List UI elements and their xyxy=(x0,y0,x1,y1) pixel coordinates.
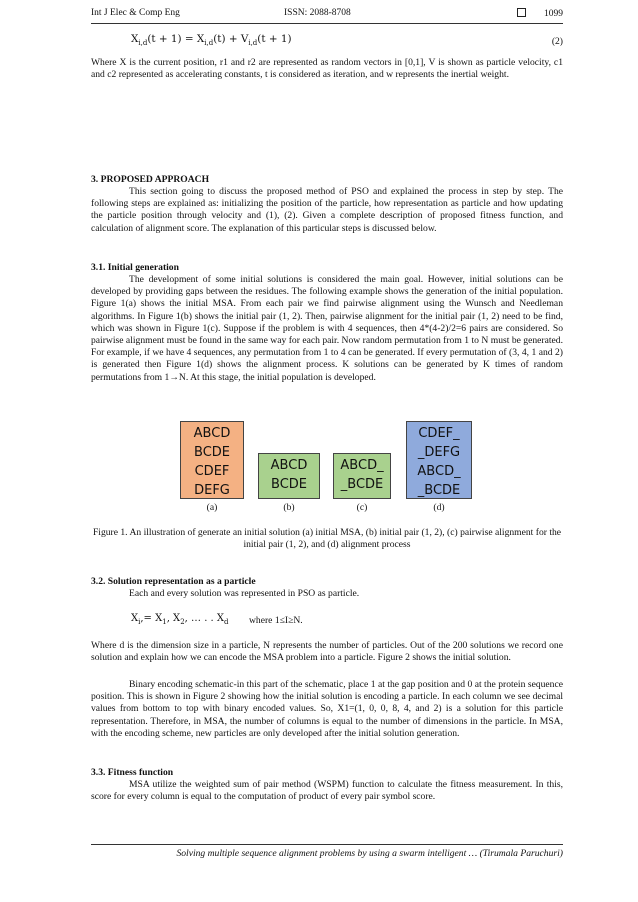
journal-name: Int J Elec & Comp Eng xyxy=(91,8,180,18)
footer-rule xyxy=(91,844,563,845)
running-header xyxy=(91,8,563,22)
running-footer: Solving multiple sequence alignment problems by using a swarm intelligent … (Tirumala Paruchuri) xyxy=(176,848,563,859)
sequence-line: BCDE xyxy=(271,477,307,492)
panel-a-initial-msa xyxy=(180,421,244,499)
sequence-line: ABCD_ xyxy=(417,464,461,479)
sequence-line: DEFG xyxy=(194,483,230,498)
section-3-heading: 3. PROPOSED APPROACH xyxy=(91,174,210,185)
sequence-line: ABCD_ xyxy=(340,458,384,473)
panel-d-label: (d) xyxy=(433,502,445,513)
section-3-1-heading: 3.1. Initial generation xyxy=(91,262,179,273)
equation-2: $X_{i,d}(t + 1) = X_{i,d}(t) + V_{i,d}(t + 1)$ xyxy=(131,33,292,48)
header-rule xyxy=(91,23,563,24)
particle-formula: $X_i,= X_1$, $X_2$, … . . $X_d$ xyxy=(131,613,229,626)
sequence-line: ABCD xyxy=(193,426,231,441)
sequence-line: _BCDE xyxy=(340,477,384,492)
section-3-1-paragraph: The development of some initial solutions is considered the main goal. However, initial solutions can be developed by providing gaps between the residues. The following example shows the generation of the initial population. Figure 1(a) shows the initial MSA. From each pair we find pairwise alignment using the Wunsch and Needleman algorithms. In Figure 1(b) shows the initial pair (1, 2). Then, pairwise alignment for the initial pair (1, 2) need to be find, which was shown in Figure 1(c). Suppose if the problem is with 4 sequences, then 4*(4-2)/2=6 pairs are considered. So pairwise alignment must be found in the same way for each pair. Now random permutation from 1 to N must be generated. For example, if we have 4 sequences, any permutation from 1 to 4 can be generated. If every permutation of (3, 4, 1 and 2) is generated then Figure 1(d) shows the alignment process. K solutions can be generated by K times of random permutations from 1→N. At this stage, the initial population is developed. xyxy=(91,274,563,383)
section-3-2-paragraph-3: Binary encoding schematic-in this part of the schematic, place 1 at the gap position and 0 at the protein sequence position. This is shown in Figure 2 showing how the initial solution is encoding a particle. In each column we see decimal values from bottom to top with binary encoded values. So, X1=(1, 0, 0, 8, 4, and 2) is a solution for this particle representation. Therefore, in MSA, the number of columns is equal to the number of dimensions in the particle. In MSA, with the encoding scheme, new particles are only developed after the initial solution generation. xyxy=(91,679,563,739)
panel-d-alignment-process xyxy=(406,421,472,499)
issn: ISSN: 2088-8708 xyxy=(284,8,351,18)
panel-a-label: (a) xyxy=(206,502,218,513)
paragraph-where: Where X is the current position, r1 and r2 are represented as random vectors in [0,1], V is shown as particle velocity, c1 and c2 represented as accelerating constants, t is considered as iteration, and w represents the inertial weight. xyxy=(91,57,563,81)
panel-b-initial-pair xyxy=(258,453,320,499)
section-3-3-heading: 3.3. Fitness function xyxy=(91,767,174,778)
figure-1-caption: Figure 1. An illustration of generate an initial solution (a) initial MSA, (b) initial pair (1, 2), (c) pairwise alignment for the initial pair (1, 2), and (d) alignment process xyxy=(92,527,562,551)
sequence-line: CDEF_ xyxy=(418,426,460,441)
panel-b-label: (b) xyxy=(283,502,295,513)
section-3-3-paragraph: MSA utilize the weighted sum of pair method (WSPM) function to calculate the fitness measurement. In this, score for every column is equal to the computation of product of every pair symbol score. xyxy=(91,779,563,803)
sequence-line: ABCD xyxy=(270,458,308,473)
section-3-paragraph: This section going to discuss the proposed method of PSO and explained the process in step by step. The following steps are explained as: initializing the position of the particle, how representation as particle and how updating the particle position through velocity and (1), (2). Given a complete description of proposed fitness function, and calculation of alignment score. The explanation of this particular steps is discussed below. xyxy=(91,186,563,234)
sequence-line: BCDE xyxy=(194,445,230,460)
section-3-2-heading: 3.2. Solution representation as a particle xyxy=(91,576,256,587)
equation-number: (2) xyxy=(551,36,563,47)
section-3-2-paragraph-1: Each and every solution was represented in PSO as particle. xyxy=(129,588,360,599)
section-3-2-paragraph-2: Where d is the dimension size in a particle, N represents the number of particles. Out of the 200 solutions we record one solution and explain how we can encode the MSA problem into a particle. Figure 2 shows the initial solution. xyxy=(91,640,563,664)
page-number: 1099 xyxy=(544,9,563,19)
panel-c-label: (c) xyxy=(356,502,368,513)
sequence-line: _DEFG xyxy=(417,445,461,460)
page-number-group xyxy=(517,8,563,19)
sequence-line: _BCDE xyxy=(417,483,461,498)
formula-condition: where 1≤I≥N. xyxy=(249,615,303,626)
panel-c-pairwise-alignment xyxy=(333,453,391,499)
checkbox-icon xyxy=(517,8,526,17)
sequence-line: CDEF xyxy=(194,464,230,479)
